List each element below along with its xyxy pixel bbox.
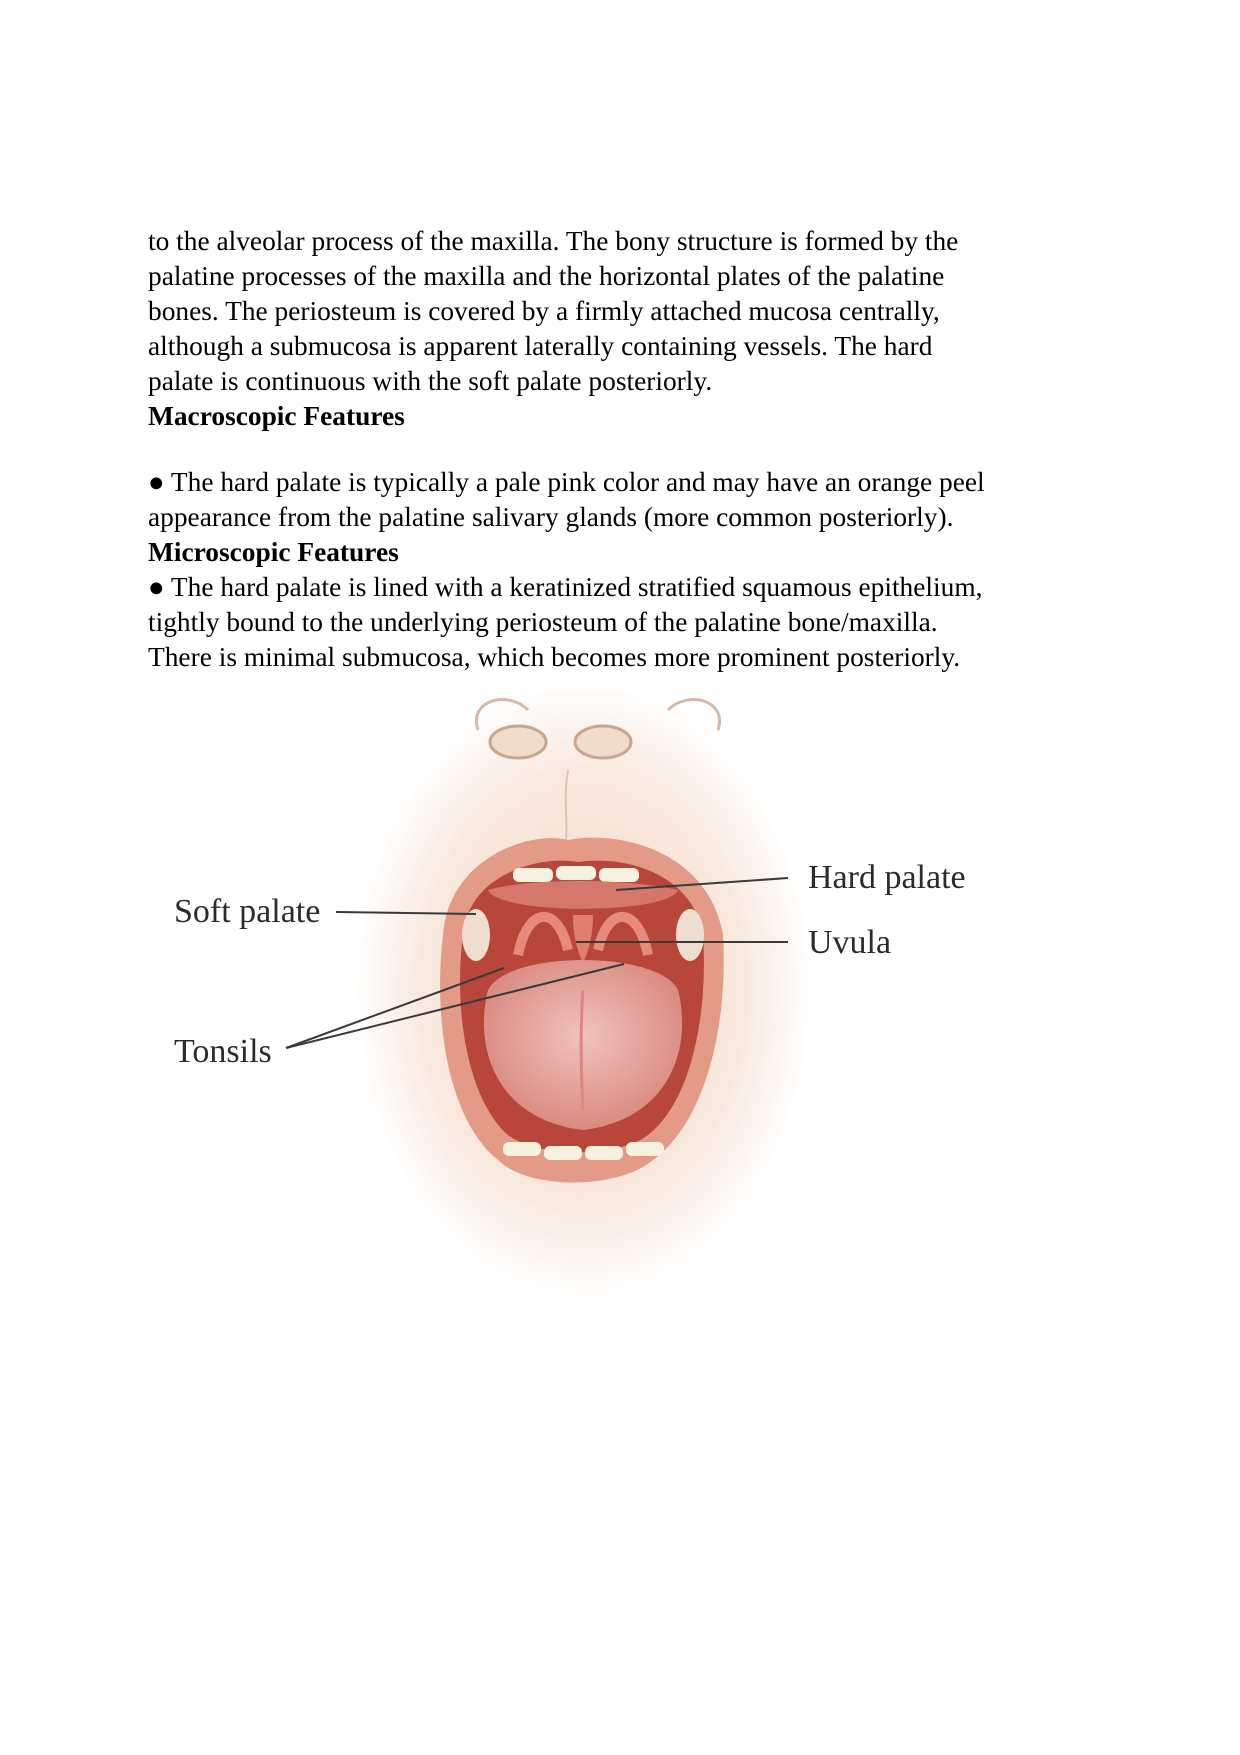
tongue-median-groove: [581, 990, 583, 1110]
oral-cavity-illustration: [148, 690, 1018, 1300]
oral-cavity-figure: [148, 690, 1018, 1300]
right-cheek-patch: [676, 909, 704, 961]
left-cheek-patch: [462, 909, 490, 961]
upper-tooth: [556, 866, 596, 880]
microscopic-bullet-line: tightly bound to the underlying periosteum of the palatine bone/maxilla.: [148, 607, 938, 637]
microscopic-bullet-line: There is minimal submucosa, which becomes more prominent posteriorly.: [148, 642, 961, 672]
right-nostril: [575, 726, 631, 758]
lower-tooth: [503, 1142, 541, 1156]
upper-tooth: [513, 868, 553, 882]
lower-tooth: [585, 1146, 623, 1160]
macroscopic-heading: Macroscopic Features: [148, 401, 405, 431]
microscopic-heading: Microscopic Features: [148, 537, 399, 567]
macroscopic-bullet-line: ● The hard palate is typically a pale pink color and may have an orange peel: [148, 467, 985, 497]
intro-line: palatine processes of the maxilla and the horizontal plates of the palatine: [148, 261, 945, 291]
lower-tooth: [544, 1146, 582, 1160]
label-uvula: Uvula: [808, 924, 892, 961]
body-text: [148, 224, 1108, 675]
intro-line: to the alveolar process of the maxilla. The bony structure is formed by the: [148, 226, 959, 256]
upper-tooth: [599, 868, 639, 882]
label-tonsils: Tonsils: [174, 1033, 272, 1070]
intro-line: palate is continuous with the soft palate posteriorly.: [148, 366, 713, 396]
left-nostril: [490, 726, 546, 758]
label-soft-palate: Soft palate: [174, 893, 321, 930]
microscopic-bullet-line: ● The hard palate is lined with a keratinized stratified squamous epithelium,: [148, 572, 983, 602]
lower-tooth: [626, 1142, 664, 1156]
macroscopic-bullet-line: appearance from the palatine salivary glands (more common posteriorly).: [148, 502, 954, 532]
intro-line: although a submucosa is apparent laterally containing vessels. The hard: [148, 331, 933, 361]
spacer: [148, 434, 1108, 465]
label-hard-palate: Hard palate: [808, 859, 966, 896]
intro-line: bones. The periosteum is covered by a firmly attached mucosa centrally,: [148, 296, 940, 326]
